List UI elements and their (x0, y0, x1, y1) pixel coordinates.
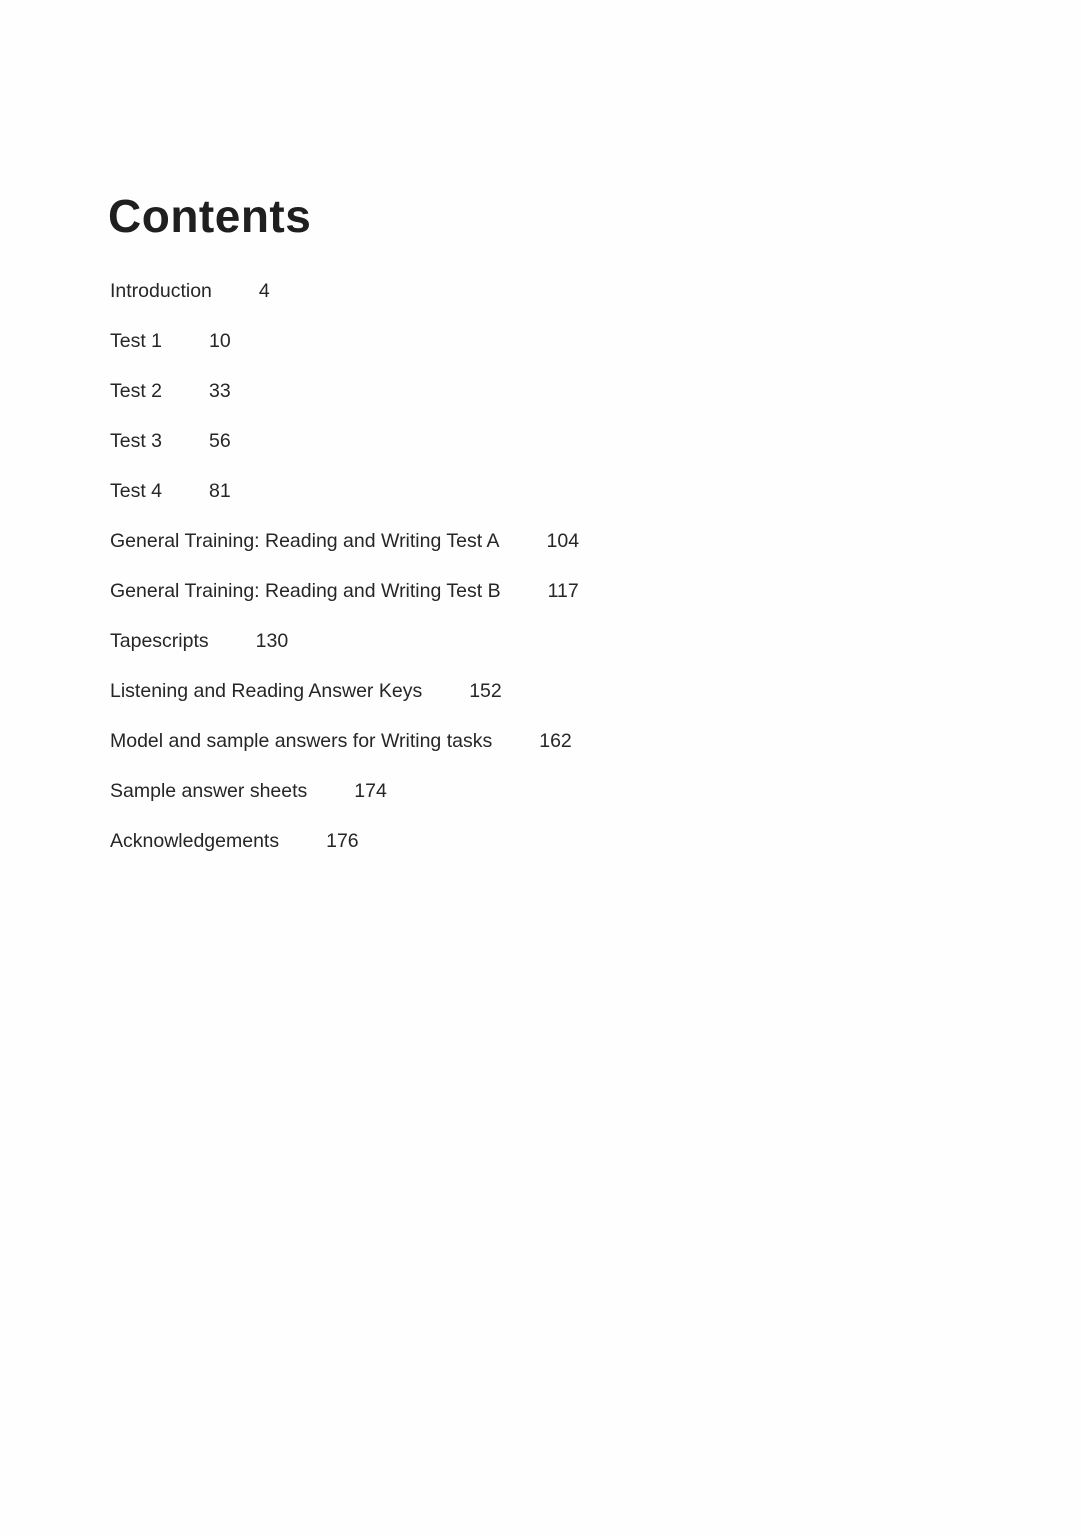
toc-entry-label: Introduction (110, 280, 212, 302)
toc-entry-page-number: 117 (547, 580, 579, 602)
page-title: Contents (108, 189, 312, 242)
table-of-contents (110, 266, 1010, 866)
toc-entry-label: Model and sample answers for Writing tasks (110, 730, 493, 752)
toc-entry-label: Test 2 (110, 380, 163, 402)
toc-entry (110, 716, 1010, 766)
toc-entry-page-number: 33 (209, 380, 231, 402)
toc-entry-label: Tapescripts (110, 630, 209, 652)
toc-entry-page-number: 10 (209, 330, 231, 352)
toc-entry-page-number: 162 (539, 730, 572, 752)
toc-entry-label: Sample answer sheets (110, 780, 308, 802)
toc-entry (110, 516, 1010, 566)
toc-entry (110, 266, 1010, 316)
toc-entry (110, 666, 1010, 716)
toc-entry-label: Listening and Reading Answer Keys (110, 680, 423, 702)
toc-entry-page-number: 174 (354, 780, 387, 802)
toc-entry (110, 816, 1010, 866)
toc-entry-label: General Training: Reading and Writing Test B (110, 580, 501, 602)
toc-entry (110, 416, 1010, 466)
toc-entry (110, 466, 1010, 516)
toc-entry-page-number: 56 (209, 430, 231, 452)
toc-entry-label: General Training: Reading and Writing Test A (110, 530, 500, 552)
toc-entry-page-number: 176 (326, 830, 359, 852)
toc-entry-page-number: 4 (258, 280, 270, 302)
toc-entry (110, 316, 1010, 366)
toc-entry-label: Acknowledgements (110, 830, 280, 852)
toc-entry-page-number: 81 (209, 480, 231, 502)
toc-entry-page-number: 152 (469, 680, 502, 702)
toc-entry (110, 616, 1010, 666)
toc-entry-label: Test 1 (110, 330, 163, 352)
toc-entry-page-number: 130 (255, 630, 289, 652)
toc-entry (110, 566, 1010, 616)
toc-entry (110, 366, 1010, 416)
toc-entry-label: Test 3 (110, 430, 163, 452)
toc-entry (110, 766, 1010, 816)
toc-entry-page-number: 104 (546, 530, 580, 552)
toc-entry-label: Test 4 (110, 480, 163, 502)
